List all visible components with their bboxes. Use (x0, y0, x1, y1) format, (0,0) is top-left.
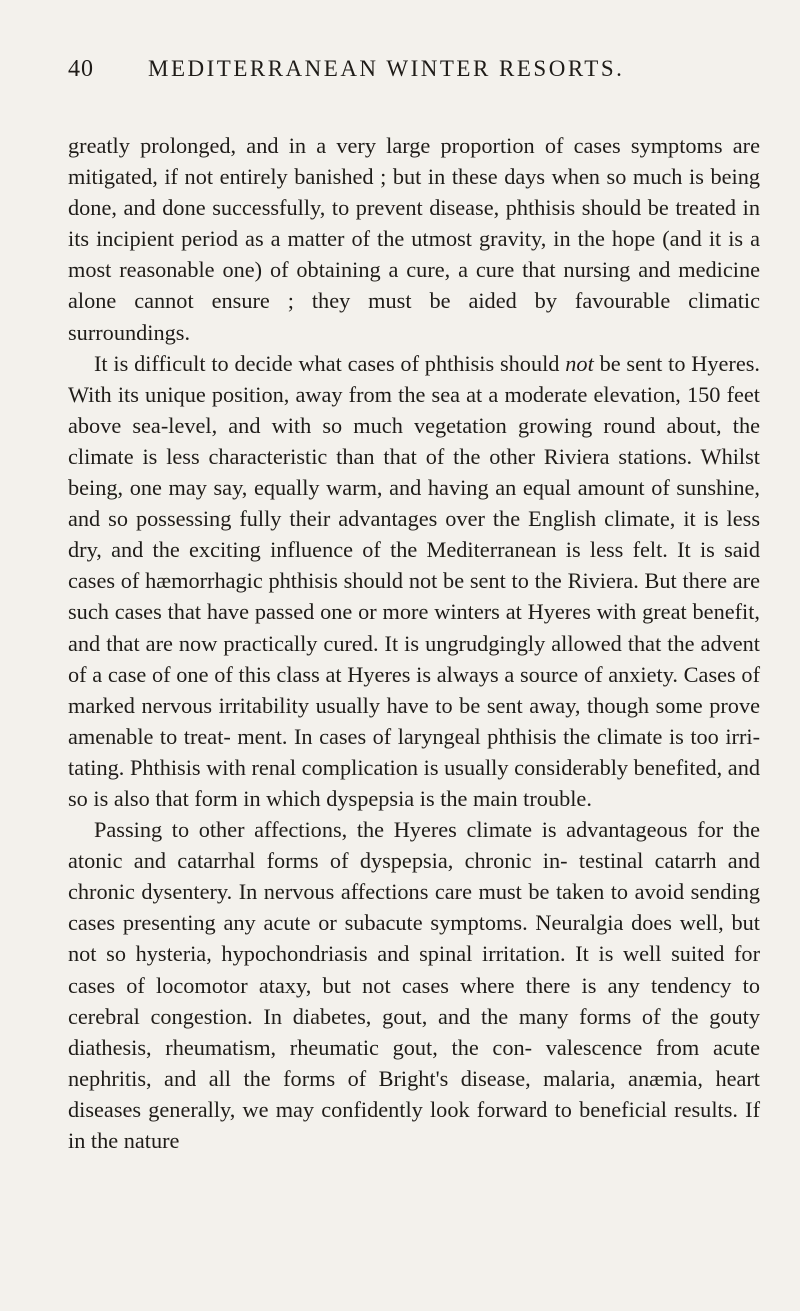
page-number: 40 (68, 56, 94, 82)
emphasis-not: not (565, 350, 594, 376)
paragraph-2-before: It is difficult to decide what cases of phthisis should (94, 350, 566, 376)
running-head (68, 50, 760, 86)
running-title: MEDITERRANEAN WINTER RESORTS. (148, 56, 625, 81)
body-text (68, 130, 760, 1156)
paragraph-3: Passing to other affections, the Hyeres climate is advantageous for the atonic and catarrhal forms of dyspepsia, chronic in- testinal catarrh and chronic dysentery. In nervous affections care must be taken to avoid sending cases presenting any acute or subacute symptoms. Neuralgia does well, but not so hysteria, hypochondriasis and spinal irritation. It is well suited for cases of locomotor ataxy, but not cases where there is any tendency to cerebral congestion. In diabetes, gout, and the many forms of the gouty diathesis, rheumatism, rheumatic gout, the con- valescence from acute nephritis, and all the forms of Bright's disease, malaria, anæmia, heart diseases generally, we may confidently look forward to beneficial results. If in the nature (68, 817, 760, 1153)
paragraph-2 (68, 348, 760, 814)
paragraph-1: greatly prolonged, and in a very large proportion of cases symptoms are mitigated, if not entirely banished ; but in these days when so much is being done, and done successfully, to prevent disease, phthisis should be treated in its incipient period as a matter of the utmost gravity, in the hope (and it is a most reasonable one) of obtaining a cure, a cure that nursing and medicine alone cannot ensure ; they must be aided by favourable climatic surroundings. (68, 133, 760, 345)
paragraph-2-after: be sent to Hyeres. With its unique position, away from the sea at a moderate elevation, 150 feet above sea-level, and with so much vegetation growing round about, the climate is less characteristic than that of the other Riviera stations. Whilst being, one may say, equally warm, and having an equal amount of sunshine, and so possessing fully their advantages over the English climate, it is less dry, and the exciting influence of the Mediterranean is less felt. It is said cases of hæmorrhagic phthisis should not be sent to the Riviera. But there are such cases that have passed one or more winters at Hyeres with great benefit, and that are now practically cured. It is ungrudgingly allowed that the advent of a case of one of this class at Hyeres is always a source of anxiety. Cases of marked nervous irritability usually have to be sent away, though some prove amenable to treat- ment. In cases of laryngeal phthisis the climate is too irri- tating. Phthisis with renal complication is usually considerably benefited, and so is also that form in which dyspepsia is the main trouble. (68, 350, 760, 811)
